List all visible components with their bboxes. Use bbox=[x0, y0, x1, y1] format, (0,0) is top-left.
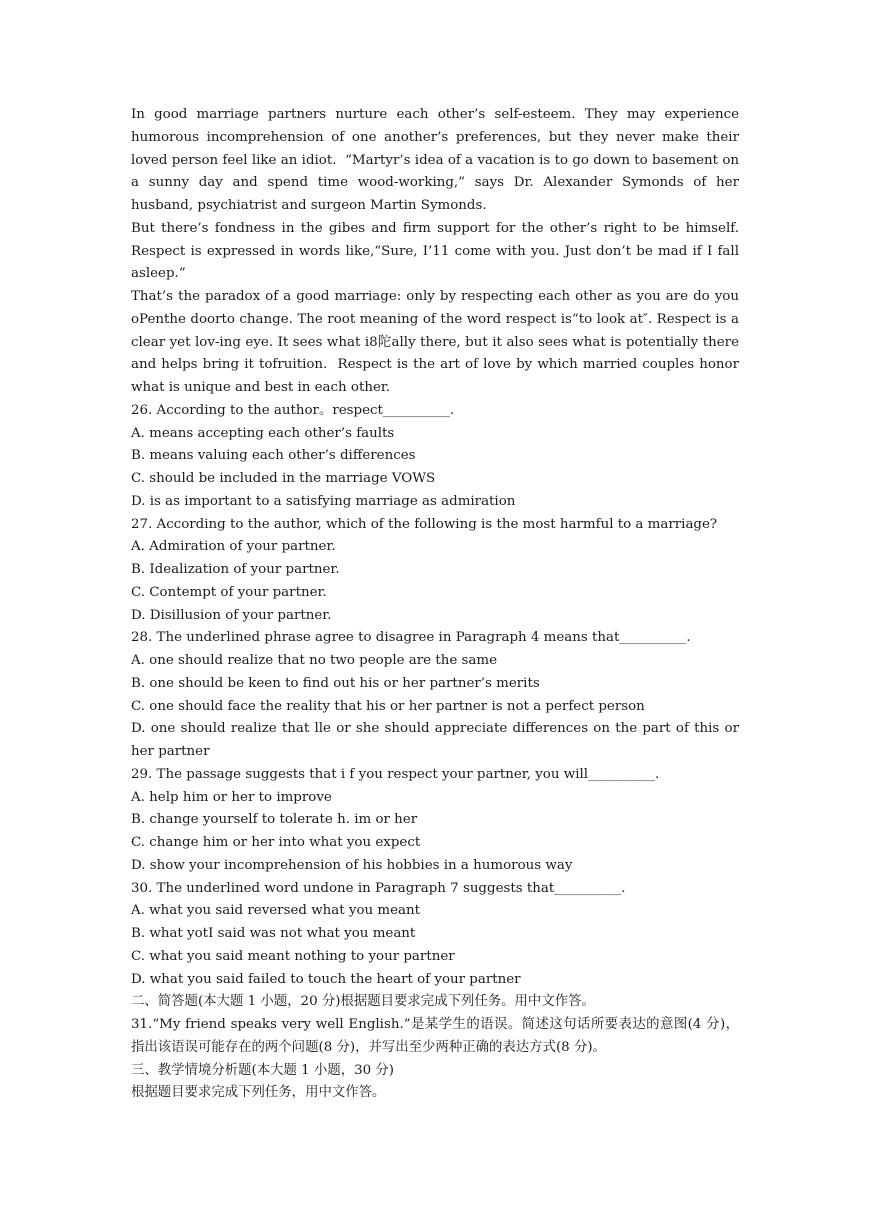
answer-option: A. one should realize that no two people are the same bbox=[131, 653, 498, 668]
answer-option: C. one should face the reality that his or her partner is not a perfect person bbox=[131, 698, 645, 714]
question-stem: 29. The passage suggests that i f you respect your partner, you will__________. bbox=[131, 766, 660, 782]
answer-option: C. Contempt of your partner. bbox=[131, 584, 327, 600]
question-27 bbox=[131, 514, 739, 628]
passage-paragraph: But there’s fondness in the gibes and firm support for the other’s right to be himself. Respect is expressed in words like,“Sure, I’11 come with you. Just don’t be mad if I fall asleep.” bbox=[131, 220, 744, 282]
question-31: 31.“My friend speaks very well English.”是某学生的语误。简述这句话所要表达的意图(4 分)，指出该语误可能存在的两个问题(8 分)，并写出至少两种正确的表达方式(8 分)。 bbox=[131, 1017, 739, 1055]
section-instruction: 根据题目要求完成下列任务，用中文作答。 bbox=[131, 1085, 386, 1101]
answer-option: B. Idealization of your partner. bbox=[131, 562, 340, 577]
answer-option: C. should be included in the marriage VOWS bbox=[131, 471, 436, 486]
question-30 bbox=[131, 878, 739, 992]
answer-option: A. help him or her to improve bbox=[131, 789, 332, 805]
document-page bbox=[131, 104, 744, 1105]
reading-passage bbox=[131, 104, 744, 400]
answer-option: B. what yotI said was not what you meant bbox=[131, 926, 416, 941]
answer-option: C. what you said meant nothing to your partner bbox=[131, 948, 455, 964]
question-29 bbox=[131, 764, 739, 878]
section-short-answer bbox=[131, 991, 739, 1059]
answer-option: B. one should be keen to find out his or her partner’s merits bbox=[131, 675, 540, 691]
answer-option: D. is as important to a satisfying marriage as admiration bbox=[131, 493, 516, 509]
answer-option: A. means accepting each other’s faults bbox=[131, 425, 395, 441]
answer-option: A. what you said reversed what you meant bbox=[131, 903, 421, 919]
answer-option: D. show your incomprehension of his hobbies in a humorous way bbox=[131, 857, 573, 873]
answer-option: B. means valuing each other’s differences bbox=[131, 448, 416, 464]
answer-option: A. Admiration of your partner. bbox=[131, 539, 336, 555]
answer-option: D. what you said failed to touch the heart of your partner bbox=[131, 971, 521, 987]
section-heading: 二、简答题(本大题 1 小题，20 分)根据题目要求完成下列任务。用中文作答。 bbox=[131, 994, 595, 1010]
answer-option: D. one should realize that lle or she should appreciate differences on the part of this or her partner bbox=[131, 721, 744, 759]
section-heading: 三、教学情境分析题(本大题 1 小题，30 分) bbox=[131, 1062, 395, 1078]
passage-paragraph: In good marriage partners nurture each other’s self-esteem. They may experience humorous incomprehension of one another’s preferences, but they never make their loved person feel like an idiot. “Martyr’s idea of a vacation is to go down to basement on a sunny day and spend time wood-working,” says Dr. Alexander Symonds of her husband, psychiatrist and surgeon Martin Symonds. bbox=[131, 107, 744, 213]
question-stem: 27. According to the author, which of the following is the most harmful to a marriage? bbox=[131, 516, 718, 532]
question-28 bbox=[131, 627, 744, 764]
question-stem: 28. The underlined phrase agree to disagree in Paragraph 4 means that__________. bbox=[131, 630, 691, 646]
answer-option: B. change yourself to tolerate h. im or her bbox=[131, 812, 418, 828]
answer-option: C. change him or her into what you expect bbox=[131, 835, 421, 850]
question-26 bbox=[131, 400, 739, 514]
passage-paragraph: That’s the paradox of a good marriage: only by respecting each other as you are do you oPenthe doorto change. The root meaning of the word respect is“to look at″. Respect is a clear yet lov-ing eye. It sees what i8陀ally there, but it also sees what is potentially there and helps bring it tofruition. Respect is the art of love by which married couples honor what is unique and best in each other. bbox=[131, 289, 744, 395]
answer-option: D. Disillusion of your partner. bbox=[131, 607, 332, 623]
question-stem: 26. According to the author。respect__________. bbox=[131, 402, 455, 418]
section-teaching-analysis bbox=[131, 1060, 739, 1106]
question-stem: 30. The underlined word undone in Paragraph 7 suggests that__________. bbox=[131, 880, 626, 896]
